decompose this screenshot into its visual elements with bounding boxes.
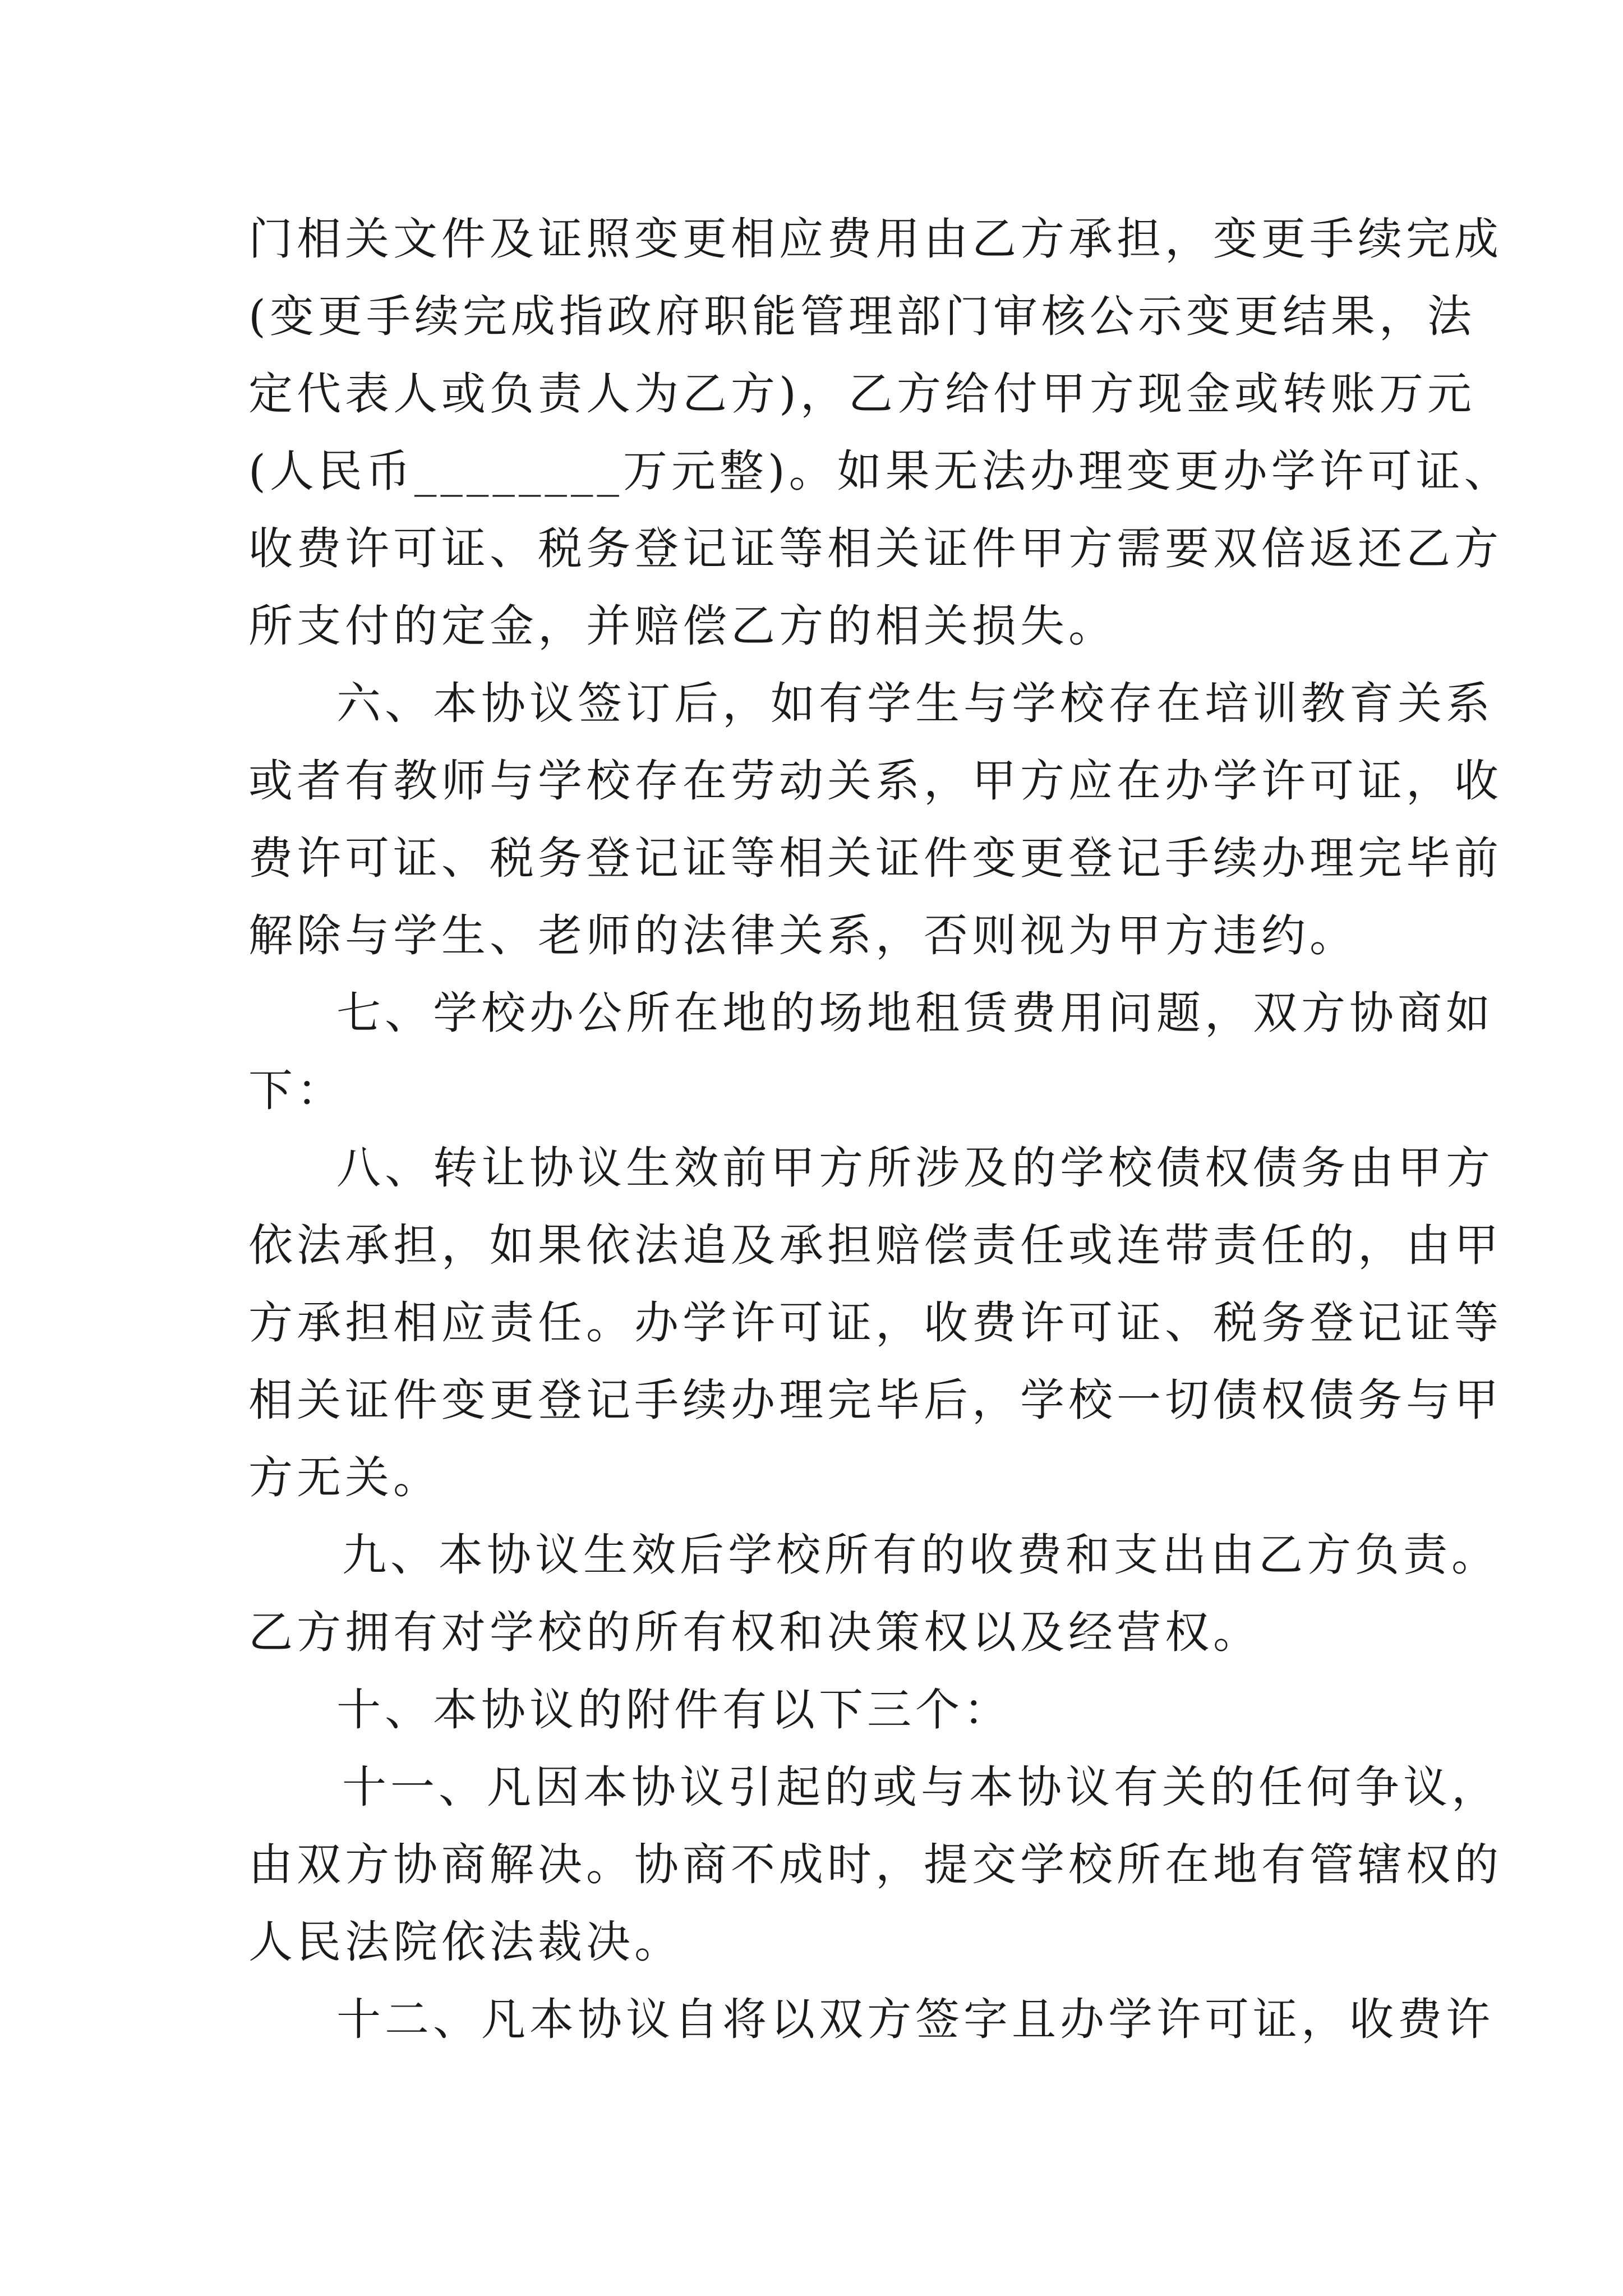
text-line: 门相关文件及证照变更相应费用由乙方承担，变更手续完成 xyxy=(248,213,1502,265)
text-line: (人民币________万元整)。如果无法办理变更办学许可证、 xyxy=(248,445,1513,497)
text-line: 依法承担，如果依法追及承担赔偿责任或连带责任的，由甲 xyxy=(248,1220,1502,1271)
text-line: 解除与学生、老师的法律关系，否则视为甲方违约。 xyxy=(248,910,1358,961)
text-line: 定代表人或负责人为乙方)，乙方给付甲方现金或转账万元 xyxy=(248,368,1476,420)
text-line: 收费许可证、税务登记证等相关证件甲方需要双倍返还乙方 xyxy=(248,523,1502,574)
paragraph-8-start: 八、转让协议生效前甲方所涉及的学校债权债务由甲方 xyxy=(336,1142,1494,1194)
text-line: 方承担相应责任。办学许可证，收费许可证、税务登记证等 xyxy=(248,1297,1502,1349)
text-line: 下： xyxy=(248,1065,345,1116)
text-line: 由双方协商解决。协商不成时，提交学校所在地有管辖权的 xyxy=(248,1839,1502,1890)
text-line: 人民法院依法裁决。 xyxy=(248,1916,683,1968)
text-line: 或者有教师与学校存在劳动关系，甲方应在办学许可证，收 xyxy=(248,755,1502,807)
paragraph-9-start: 九、本协议生效后学校所有的收费和支出由乙方负责。 xyxy=(342,1529,1500,1581)
text-line: 所支付的定金，并赔偿乙方的相关损失。 xyxy=(248,600,1117,652)
paragraph-10: 十、本协议的附件有以下三个： xyxy=(336,1684,1012,1736)
paragraph-7-start: 七、学校办公所在地的场地租赁费用问题，双方协商如 xyxy=(336,987,1494,1039)
paragraph-11-start: 十一、凡因本协议引起的或与本协议有关的任何争议， xyxy=(342,1761,1500,1813)
text-line: 乙方拥有对学校的所有权和决策权以及经营权。 xyxy=(248,1607,1261,1658)
paragraph-12-start: 十二、凡本协议自将以双方签字且办学许可证，收费许 xyxy=(336,1994,1494,2045)
text-line: 相关证件变更登记手续办理完毕后，学校一切债权债务与甲 xyxy=(248,1374,1502,1426)
text-line: 费许可证、税务登记证等相关证件变更登记手续办理完毕前 xyxy=(248,832,1502,884)
text-line: (变更手续完成指政府职能管理部门审核公示变更结果，法 xyxy=(248,291,1476,342)
paragraph-6-start: 六、本协议签订后，如有学生与学校存在培训教育关系 xyxy=(336,678,1494,729)
text-line: 方无关。 xyxy=(248,1452,441,1503)
